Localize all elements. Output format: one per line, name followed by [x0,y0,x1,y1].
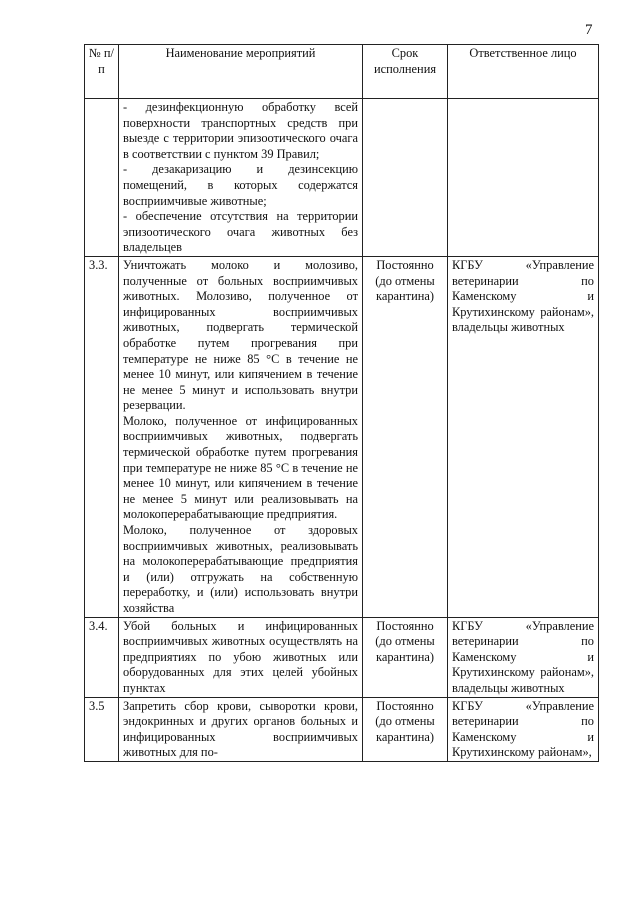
measure-cell [119,617,363,697]
page-number: 7 [585,22,593,38]
table-row [85,99,599,257]
measure-paragraph: Молоко, полученное от здоровых восприимчивых животных, реализовывать на молокоперерабатывающие предприятия и (или) отгружать на собственную переработку, и (или) использовать внутри хозяйства [123,523,358,615]
header-responsible: Ответственное лицо [448,45,599,99]
header-number: № п/п [85,45,119,99]
row-number: 3.3. [85,256,119,617]
measures-table [84,44,599,762]
table-header-row [85,45,599,99]
measure-cell [119,697,363,761]
measure-paragraph: - дезакаризацию и дезинсекцию помещений, в которых содержатся восприимчивые животные; [123,162,358,208]
measure-paragraph: Запретить сбор крови, сыворотки крови, эндокринных и других органов больных и инфицированных восприимчивых животных для по- [123,698,358,760]
table-row [85,697,599,761]
measure-paragraph: - обеспечение отсутствия на территории эпизоотического очага животных без владельцев [123,209,358,255]
row-number [85,99,119,257]
responsible-cell [448,99,599,257]
table-row [85,256,599,617]
measure-paragraph: Молоко, полученное от инфицированных восприимчивых животных, подвергать термической обработке путем прогревания при температуре не ниже 85 °С в течение не менее 10 минут, или кипячением в течение не менее 5 минут или реализовывать на молокоперерабатывающие предприятия. [123,413,358,522]
measure-cell [119,256,363,617]
row-number: 3.5 [85,697,119,761]
header-term: Срок исполнения [363,45,448,99]
measure-paragraph: Убой больных и инфицированных восприимчивых животных осуществлять на предприятиях по убою животных или оборудованных для этих целей убойных пунктах [123,618,358,695]
term-cell: Постоянно (до отмены карантина) [363,617,448,697]
measure-cell [119,99,363,257]
measure-paragraph: - дезинфекционную обработку всей поверхности транспортных средств при выезде с территории эпизоотического очага в соответствии с пунктом 39 Правил; [123,100,358,161]
table-row [85,617,599,697]
header-measures: Наименование мероприятий [119,45,363,99]
term-cell: Постоянно (до отмены карантина) [363,256,448,617]
responsible-cell: КГБУ «Управление ветеринарии по Каменскому и Крутихинскому районам», [448,697,599,761]
term-cell [363,99,448,257]
row-number: 3.4. [85,617,119,697]
measure-paragraph: Уничтожать молоко и молозиво, полученные от больных восприимчивых животных. Молозиво, полученное от инфицированных восприимчивых животных, подвергать термической обработке путем прогревания при температуре не ниже 85 °С в течение не менее 10 минут, или кипячением в течение не менее 5 минут и использовать внутри резервации. [123,257,358,413]
term-cell: Постоянно (до отмены карантина) [363,697,448,761]
responsible-cell: КГБУ «Управление ветеринарии по Каменскому и Крутихинскому районам», владельцы животных [448,617,599,697]
responsible-cell: КГБУ «Управление ветеринарии по Каменскому и Крутихинскому районам», владельцы животных [448,256,599,617]
